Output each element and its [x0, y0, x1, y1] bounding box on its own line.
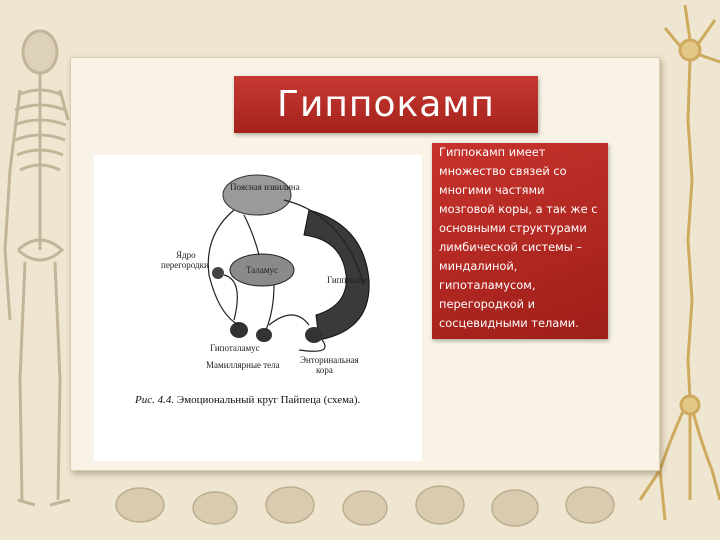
label-hypothalamus: Гипоталамус — [210, 343, 260, 353]
figure-caption — [135, 394, 360, 406]
septum-shape — [212, 267, 224, 279]
mammillary-shape — [256, 328, 272, 342]
papez-diagram — [94, 155, 422, 461]
cingulate-gyrus-shape — [223, 175, 291, 215]
label-cingulate: Поясная извилина — [230, 182, 300, 192]
label-hippocampus: Гиппокамп — [327, 275, 370, 285]
label-septum-2: перегородки — [161, 260, 209, 270]
description-text: Гиппокамп имеет множество связей со многими частями мозговой коры, а так же с основными структурами лимбической системы – миндалиной, гипоталамусом, перегородкой и сосцевидными телами. — [439, 145, 598, 330]
papez-circuit-figure — [94, 155, 422, 461]
label-septum-1: Ядро — [176, 250, 196, 260]
label-thalamus: Таламус — [246, 265, 279, 275]
label-entorhinal-2: кора — [316, 365, 333, 375]
caption-text: Эмоциональный круг Пайпеца (схема). — [176, 394, 361, 406]
slide-title: Гиппокамп — [234, 76, 538, 133]
skeleton-illustration — [5, 31, 70, 505]
skulls-illustration — [116, 486, 614, 526]
caption-prefix: Рис. 4.4. — [135, 394, 175, 406]
description-box — [432, 143, 608, 339]
entorhinal-shape — [305, 327, 323, 343]
label-entorhinal-1: Энторинальная — [300, 355, 359, 365]
label-mammillary: Мамиллярные тела — [206, 360, 280, 370]
